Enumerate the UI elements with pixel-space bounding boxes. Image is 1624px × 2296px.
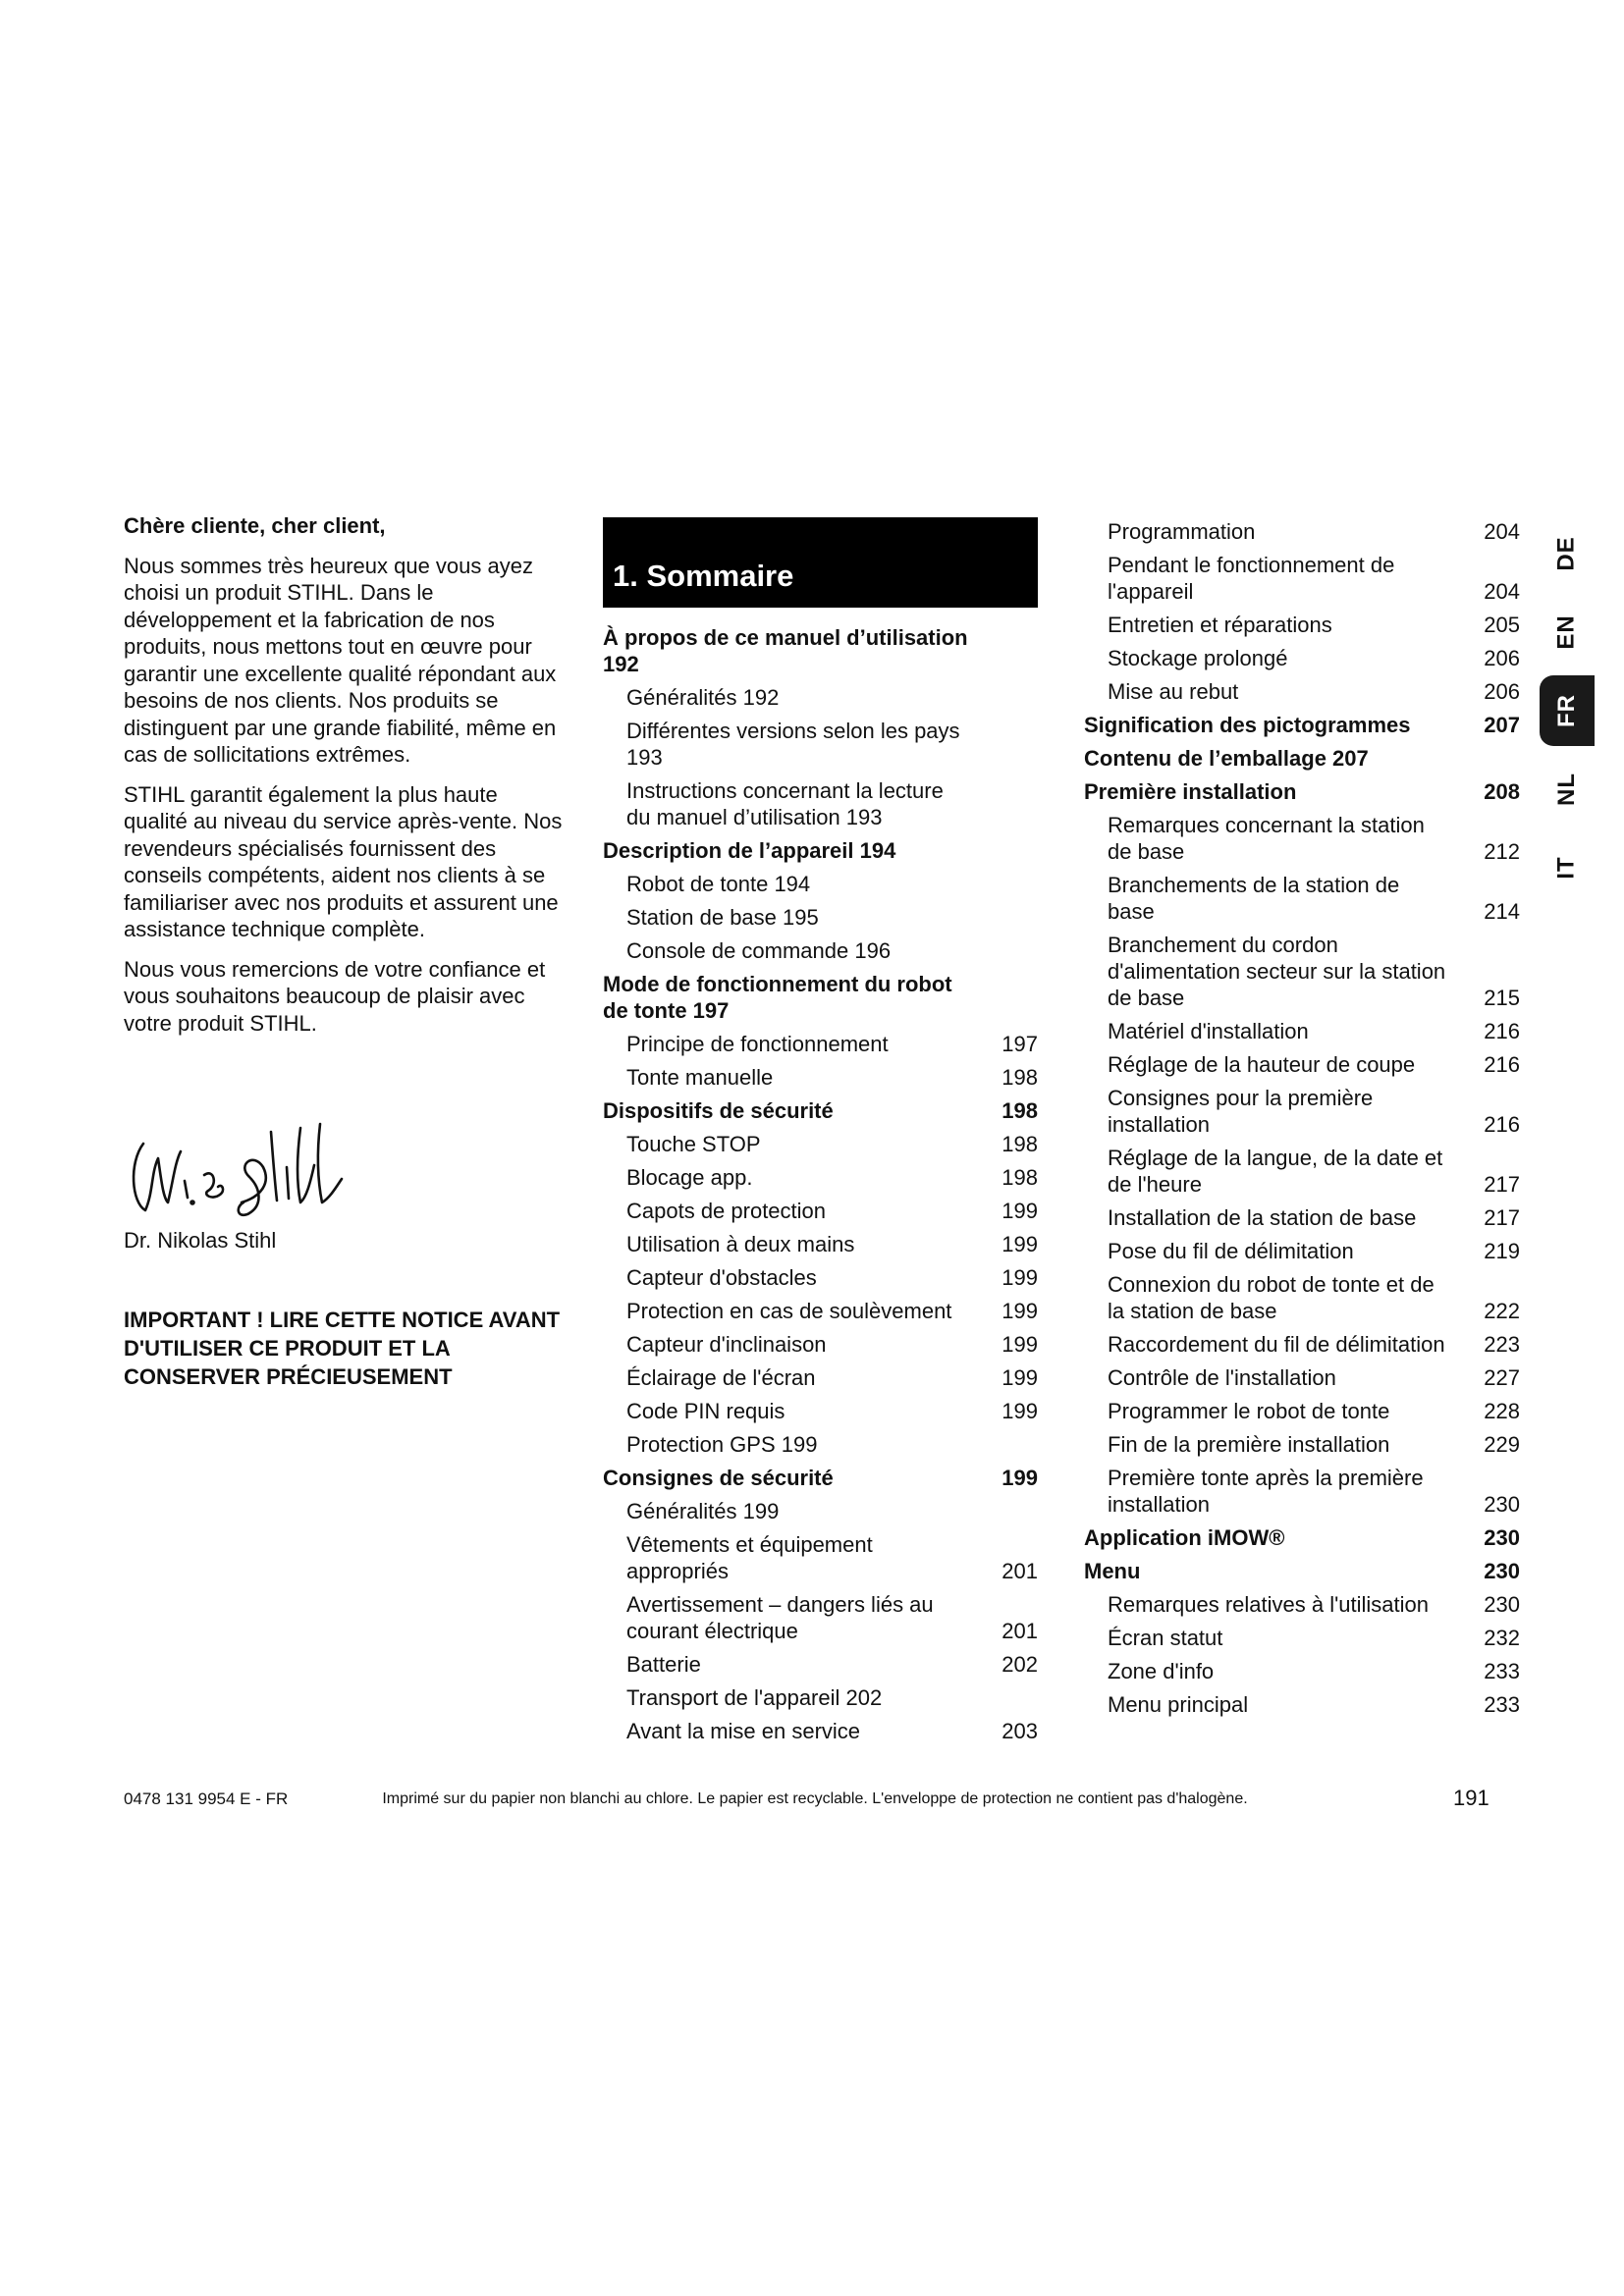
toc-subsection — [1084, 612, 1520, 638]
toc-entry-text: Contenu de l’emballage 207 — [1084, 746, 1369, 771]
toc-entry-text: Branchement du cordon d'alimentation secteur sur la station de base — [1108, 933, 1446, 1010]
toc-entry-text: Éclairage de l'écran — [626, 1365, 816, 1390]
toc-page-number: 230 — [1484, 1559, 1520, 1583]
toc-page-number: 217 — [1484, 1172, 1520, 1197]
toc-subsection — [603, 777, 1038, 830]
toc-page-number: 216 — [1484, 1019, 1520, 1043]
toc-section — [603, 624, 1038, 677]
toc-page-number: 230 — [1484, 1592, 1520, 1617]
toc-title: 1. Sommaire — [613, 559, 794, 593]
toc-entry-text: Branchements de la station de base — [1108, 873, 1400, 924]
toc-section — [1084, 712, 1520, 738]
toc-page-number: 203 — [1001, 1719, 1038, 1743]
toc-page-number: 198 — [1001, 1065, 1038, 1090]
welcome-letter — [124, 512, 566, 1049]
toc-subsection — [603, 1431, 1038, 1458]
toc-entry-text: Touche STOP — [626, 1132, 761, 1156]
toc-entry-text: Code PIN requis — [626, 1399, 785, 1423]
toc-subsection — [603, 1031, 1038, 1057]
toc-subsection — [603, 1264, 1038, 1291]
toc-entry-text: Transport de l'appareil 202 — [626, 1685, 883, 1710]
toc-subsection — [603, 1064, 1038, 1091]
toc-entry-text: Écran statut — [1108, 1626, 1223, 1650]
toc-subsection — [1084, 1364, 1520, 1391]
letter-paragraph: STIHL garantit également la plus haute qualité au niveau du service après-vente. Nos revendeurs spécialisés fournissent des conseils compétents, aident nos clients à se familiariser avec nos produits et assurent une assistance technique complète. — [124, 781, 563, 941]
toc-page-number: 219 — [1484, 1239, 1520, 1263]
toc-subsection — [1084, 1085, 1520, 1138]
toc-subsection — [603, 937, 1038, 964]
toc-entry-text: Installation de la station de base — [1108, 1205, 1417, 1230]
toc-subsection — [1084, 1331, 1520, 1358]
important-notice: IMPORTANT ! LIRE CETTE NOTICE AVANT D'UTILISER CE PRODUIT ET LA CONSERVER PRÉCIEUSEMENT — [124, 1308, 561, 1389]
toc-entry-text: Avertissement – dangers liés au courant électrique — [626, 1592, 934, 1643]
document-code: 0478 131 9954 E - FR — [124, 1789, 289, 1808]
toc-page-number: 199 — [1001, 1265, 1038, 1290]
toc-subsection — [603, 1131, 1038, 1157]
toc-entry-text: Protection GPS 199 — [626, 1432, 818, 1457]
toc-subsection — [1084, 1431, 1520, 1458]
toc-page-number: 223 — [1484, 1332, 1520, 1357]
toc-page-number: 214 — [1484, 899, 1520, 924]
toc-entry-text: Description de l’appareil 194 — [603, 838, 896, 863]
toc-title-bar — [603, 517, 1038, 608]
toc-entry-text: Dispositifs de sécurité — [603, 1098, 834, 1123]
letter-salutation: Chère cliente, cher client, — [124, 513, 386, 538]
toc-entry-text: Consignes pour la première installation — [1108, 1086, 1374, 1137]
toc-page-number: 230 — [1484, 1492, 1520, 1517]
toc-page-number: 199 — [1001, 1232, 1038, 1256]
toc-section — [603, 971, 1038, 1024]
toc-subsection — [1084, 678, 1520, 705]
toc-subsection — [1084, 1398, 1520, 1424]
toc-section — [1084, 745, 1520, 772]
toc-subsection — [1084, 1238, 1520, 1264]
toc-page-number: 199 — [1001, 1466, 1038, 1490]
language-tabs — [1540, 518, 1595, 931]
toc-subsection — [603, 684, 1038, 711]
toc-subsection — [603, 1651, 1038, 1678]
toc-page-number: 207 — [1484, 713, 1520, 737]
toc-page-number: 197 — [1001, 1032, 1038, 1056]
toc-subsection — [1084, 1051, 1520, 1078]
toc-entry-text: Signification des pictogrammes — [1084, 713, 1411, 737]
toc-page-number: 206 — [1484, 679, 1520, 704]
toc-entry-text: Stockage prolongé — [1108, 646, 1288, 670]
toc-page-number: 216 — [1484, 1052, 1520, 1077]
toc-entry-text: Matériel d'installation — [1108, 1019, 1309, 1043]
toc-page-number: 201 — [1001, 1619, 1038, 1643]
language-tab-fr — [1540, 675, 1595, 746]
toc-page-number: 230 — [1484, 1525, 1520, 1550]
language-tab-de — [1540, 518, 1595, 589]
toc-subsection — [603, 1198, 1038, 1224]
toc-subsection — [603, 1298, 1038, 1324]
toc-page-number: 233 — [1484, 1659, 1520, 1683]
handwritten-signature — [124, 1104, 359, 1222]
toc-subsection — [603, 718, 1038, 771]
toc-entry-text: Avant la mise en service — [626, 1719, 861, 1743]
toc-page-number: 198 — [1001, 1132, 1038, 1156]
toc-entry-text: Fin de la première installation — [1108, 1432, 1390, 1457]
toc-entry-text: Console de commande 196 — [626, 938, 892, 963]
toc-column-2 — [1084, 518, 1520, 1725]
toc-subsection — [1084, 1204, 1520, 1231]
toc-subsection — [603, 1718, 1038, 1744]
toc-entry-text: Entretien et réparations — [1108, 613, 1332, 637]
toc-subsection — [1084, 645, 1520, 671]
toc-entry-text: Consignes de sécurité — [603, 1466, 834, 1490]
toc-page-number: 199 — [1001, 1299, 1038, 1323]
toc-entry-text: Mode de fonctionnement du robot de tonte 197 — [603, 972, 952, 1023]
toc-entry-text: Application iMOW® — [1084, 1525, 1285, 1550]
language-code: IT — [1552, 856, 1580, 880]
toc-section — [1084, 778, 1520, 805]
letter-paragraph: Nous vous remercions de votre confiance et vous souhaitons beaucoup de plaisir avec votre produit STIHL. — [124, 956, 546, 1036]
toc-page-number: 199 — [1001, 1332, 1038, 1357]
toc-entry-text: Menu principal — [1108, 1692, 1249, 1717]
signer-name: Dr. Nikolas Stihl — [124, 1228, 277, 1253]
toc-subsection — [1084, 932, 1520, 1011]
toc-section — [1084, 1524, 1520, 1551]
toc-entry-text: Remarques relatives à l'utilisation — [1108, 1592, 1430, 1617]
toc-entry-text: Instructions concernant la lecture du manuel d’utilisation 193 — [626, 778, 944, 829]
toc-entry-text: Programmation — [1108, 519, 1256, 544]
language-code: EN — [1553, 614, 1580, 650]
toc-entry-text: Connexion du robot de tonte et de la station de base — [1108, 1272, 1435, 1323]
toc-subsection — [603, 1591, 1038, 1644]
toc-subsection — [1084, 518, 1520, 545]
toc-entry-text: Généralités 199 — [626, 1499, 780, 1523]
language-tab-it — [1540, 832, 1595, 903]
toc-entry-text: Réglage de la langue, de la date et de l'heure — [1108, 1146, 1443, 1197]
toc-page-number: 199 — [1001, 1365, 1038, 1390]
toc-page-number: 222 — [1484, 1299, 1520, 1323]
toc-entry-text: Station de base 195 — [626, 905, 819, 930]
toc-entry-text: Blocage app. — [626, 1165, 753, 1190]
toc-page-number: 202 — [1001, 1652, 1038, 1677]
toc-subsection — [1084, 1018, 1520, 1044]
toc-entry-text: Généralités 192 — [626, 685, 780, 710]
toc-page-number: 198 — [1001, 1165, 1038, 1190]
toc-subsection — [603, 1398, 1038, 1424]
toc-page-number: 215 — [1484, 986, 1520, 1010]
toc-page-number: 216 — [1484, 1112, 1520, 1137]
toc-page-number: 232 — [1484, 1626, 1520, 1650]
toc-page-number: 229 — [1484, 1432, 1520, 1457]
toc-section — [603, 837, 1038, 864]
language-code: DE — [1553, 536, 1580, 571]
toc-section — [1084, 1558, 1520, 1584]
letter-paragraph: Nous sommes très heureux que vous ayez choisi un produit STIHL. Dans le développement et la fabrication de nos produits, nous mettons tout en œuvre pour garantir une excellente qualité répondant aux besoins de nos clients. Nos produits se distinguent par une grande fiabilité, même en cas de sollicitations extrêmes. — [124, 553, 557, 767]
toc-entry-text: Capteur d'obstacles — [626, 1265, 817, 1290]
toc-entry-text: Raccordement du fil de délimitation — [1108, 1332, 1445, 1357]
toc-subsection — [603, 1531, 1038, 1584]
toc-subsection — [603, 904, 1038, 931]
language-tab-en — [1540, 597, 1595, 667]
toc-entry-text: Principe de fonctionnement — [626, 1032, 889, 1056]
toc-entry-text: Différentes versions selon les pays 193 — [626, 719, 960, 770]
toc-page-number: 228 — [1484, 1399, 1520, 1423]
toc-page-number: 212 — [1484, 839, 1520, 864]
toc-page-number: 199 — [1001, 1399, 1038, 1423]
toc-entry-text: Zone d'info — [1108, 1659, 1215, 1683]
toc-subsection — [603, 1331, 1038, 1358]
toc-page-number: 233 — [1484, 1692, 1520, 1717]
toc-subsection — [1084, 1465, 1520, 1518]
toc-entry-text: Première tonte après la première installation — [1108, 1466, 1424, 1517]
toc-subsection — [1084, 872, 1520, 925]
toc-page-number: 205 — [1484, 613, 1520, 637]
toc-entry-text: Pendant le fonctionnement de l'appareil — [1108, 553, 1395, 604]
toc-entry-text: Réglage de la hauteur de coupe — [1108, 1052, 1416, 1077]
toc-page-number: 198 — [1001, 1098, 1038, 1123]
language-code: FR — [1553, 694, 1580, 727]
language-code: NL — [1553, 773, 1580, 806]
toc-page-number: 204 — [1484, 579, 1520, 604]
toc-page-number: 199 — [1001, 1199, 1038, 1223]
toc-entry-text: Batterie — [626, 1652, 701, 1677]
toc-subsection — [603, 1684, 1038, 1711]
toc-subsection — [603, 1231, 1038, 1257]
toc-subsection — [1084, 1271, 1520, 1324]
toc-entry-text: Protection en cas de soulèvement — [626, 1299, 952, 1323]
toc-page-number: 208 — [1484, 779, 1520, 804]
toc-page-number: 217 — [1484, 1205, 1520, 1230]
toc-entry-text: Capteur d'inclinaison — [626, 1332, 827, 1357]
toc-page-number: 204 — [1484, 519, 1520, 544]
footer-note: Imprimé sur du papier non blanchi au chlore. Le papier est recyclable. L'enveloppe de protection ne contient pas d'halogène. — [382, 1790, 1248, 1807]
toc-subsection — [1084, 1691, 1520, 1718]
toc-page-number: 206 — [1484, 646, 1520, 670]
toc-entry-text: À propos de ce manuel d’utilisation 192 — [603, 625, 968, 676]
toc-subsection — [1084, 552, 1520, 605]
toc-section — [603, 1097, 1038, 1124]
toc-subsection — [603, 1498, 1038, 1524]
toc-entry-text: Contrôle de l'installation — [1108, 1365, 1336, 1390]
toc-entry-text: Vêtements et équipement appropriés — [626, 1532, 873, 1583]
toc-subsection — [1084, 1145, 1520, 1198]
toc-entry-text: Mise au rebut — [1108, 679, 1239, 704]
toc-section — [603, 1465, 1038, 1491]
toc-page-number: 201 — [1001, 1559, 1038, 1583]
toc-entry-text: Menu — [1084, 1559, 1141, 1583]
toc-subsection — [1084, 1625, 1520, 1651]
toc-entry-text: Capots de protection — [626, 1199, 827, 1223]
toc-subsection — [603, 1164, 1038, 1191]
toc-entry-text: Utilisation à deux mains — [626, 1232, 855, 1256]
toc-subsection — [603, 871, 1038, 897]
toc-entry-text: Robot de tonte 194 — [626, 872, 811, 896]
toc-entry-text: Première installation — [1084, 779, 1297, 804]
toc-page-number: 227 — [1484, 1365, 1520, 1390]
language-tab-nl — [1540, 754, 1595, 825]
toc-entry-text: Pose du fil de délimitation — [1108, 1239, 1354, 1263]
toc-subsection — [1084, 1658, 1520, 1684]
toc-subsection — [1084, 812, 1520, 865]
toc-subsection — [1084, 1591, 1520, 1618]
toc-subsection — [603, 1364, 1038, 1391]
toc-entry-text: Tonte manuelle — [626, 1065, 774, 1090]
toc-entry-text: Programmer le robot de tonte — [1108, 1399, 1390, 1423]
page-number: 191 — [1453, 1786, 1489, 1810]
toc-column-1 — [603, 624, 1038, 1751]
toc-entry-text: Remarques concernant la station de base — [1108, 813, 1425, 864]
